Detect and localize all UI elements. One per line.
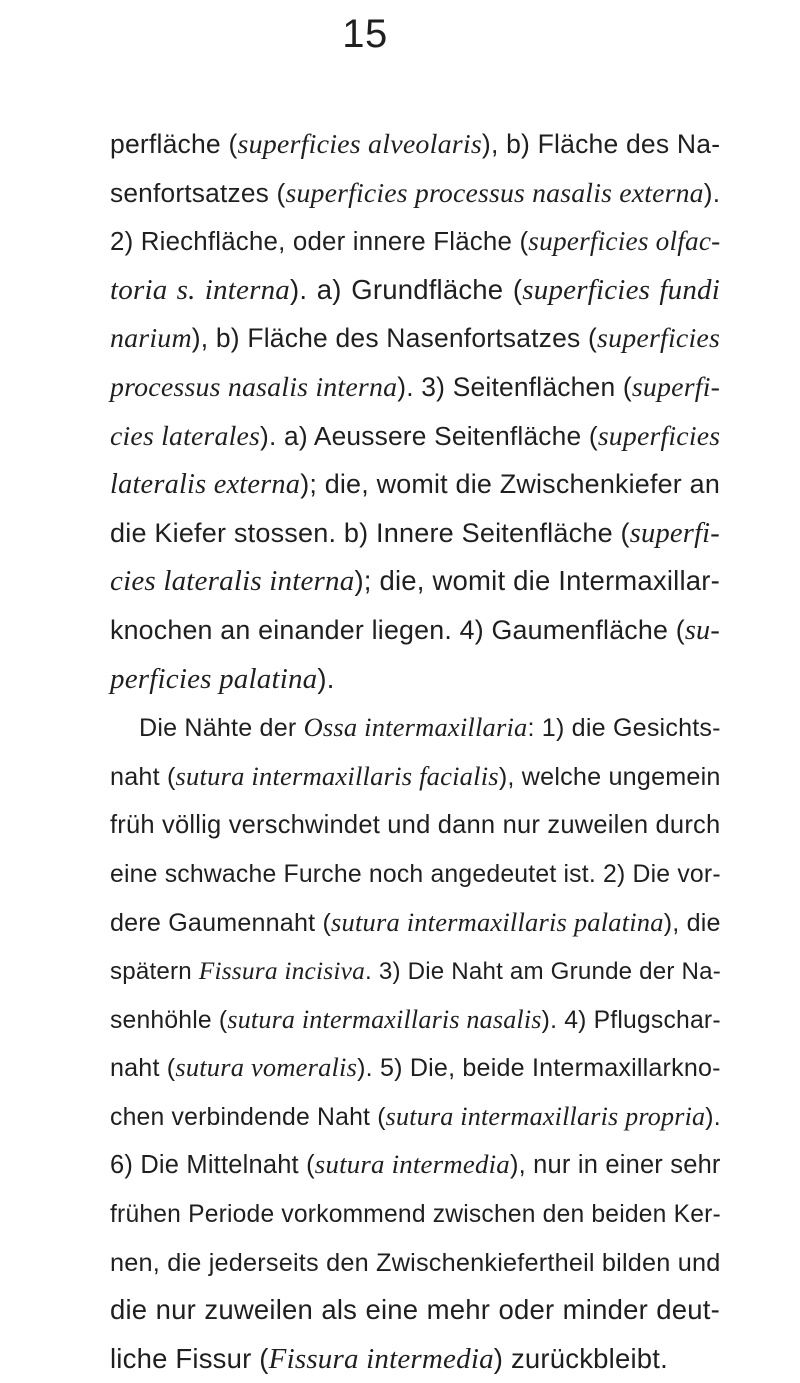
- text-line: [110, 606, 720, 655]
- latin-term: toria s. interna: [110, 273, 290, 306]
- text-segment: perfläche (: [110, 129, 238, 159]
- text-segment: eine schwache Furche noch angedeutet ist. 2) Die vor-: [110, 860, 721, 888]
- text-line: [110, 1092, 720, 1141]
- latin-term: sutura intermaxillaris palatina: [331, 906, 664, 937]
- text-segment: ), b) Fläche des Na-: [481, 129, 721, 159]
- text-segment: chen verbindende Naht (: [110, 1103, 386, 1131]
- page-number: 15: [342, 12, 388, 56]
- text-line: [110, 1335, 720, 1383]
- text-segment: 2) Riechfläche, oder innere Fläche (: [110, 228, 529, 257]
- latin-term: perficies palatina: [110, 662, 318, 695]
- latin-term: sutura intermedia: [314, 1149, 510, 1180]
- text-segment: ).: [705, 1103, 721, 1131]
- text-line: [110, 363, 720, 412]
- text-line: [110, 655, 720, 704]
- text-line: [110, 266, 720, 315]
- text-segment: ). 3) Seitenflächen (: [397, 371, 632, 402]
- text-line: [110, 509, 720, 558]
- text-line: [110, 557, 720, 606]
- text-line: [110, 1238, 720, 1287]
- latin-term: superficies processus nasalis externa: [285, 176, 704, 208]
- latin-term: superficies alveolaris: [237, 129, 482, 160]
- text-line: [110, 1043, 720, 1092]
- latin-term: cies laterales: [110, 420, 260, 452]
- latin-term: superficies fundi: [522, 273, 720, 306]
- text-segment: ), welche ungemein: [498, 762, 721, 791]
- latin-term: Fissura intermedia: [268, 1342, 494, 1375]
- text-segment: die Kiefer stossen. b) Innere Seitenfläche (: [110, 517, 630, 548]
- latin-term: processus nasalis interna: [110, 371, 398, 403]
- text-line: [110, 120, 720, 169]
- text-line: [110, 314, 720, 363]
- text-line: [110, 1189, 720, 1238]
- text-segment: ), die: [663, 908, 721, 937]
- text-segment: ).: [317, 662, 335, 694]
- latin-term: sutura intermaxillaris nasalis: [227, 1004, 542, 1034]
- latin-term: narium: [110, 323, 192, 355]
- text-line: [110, 1286, 720, 1335]
- text-line: [110, 412, 720, 461]
- text-segment: ), nur in einer sehr: [509, 1151, 721, 1180]
- latin-term: Fissura incisiva: [198, 956, 366, 986]
- text-segment: ). a) Grundfläche (: [289, 273, 523, 305]
- latin-term: lateralis externa: [110, 469, 301, 501]
- latin-term: superficies olfac-: [528, 226, 721, 257]
- text-line: [110, 1140, 720, 1189]
- text-segment: ). 5) Die, beide Intermaxillarkno-: [357, 1054, 721, 1083]
- latin-term: superficies: [597, 323, 721, 355]
- text-line: [110, 752, 720, 801]
- text-segment: ). 4) Pflugschar-: [541, 1006, 721, 1034]
- text-segment: ); die, womit die Zwischenkiefer an: [300, 469, 720, 500]
- text-line: [110, 169, 720, 218]
- text-segment: . 3) Die Naht am Grunde der Na-: [365, 958, 721, 986]
- text-segment: die nur zuweilen als eine mehr oder minder deut-: [110, 1294, 720, 1326]
- text-segment: spätern: [110, 958, 199, 986]
- text-line: [110, 460, 720, 509]
- text-segment: naht (: [110, 762, 176, 791]
- latin-term: sutura vomeralis: [175, 1052, 358, 1083]
- text-segment: liche Fissur (: [110, 1342, 269, 1374]
- text-line: [110, 703, 720, 752]
- text-line: [110, 995, 720, 1044]
- text-segment: früh völlig verschwindet und dann nur zuweilen durch: [110, 811, 721, 840]
- latin-term: superfi-: [629, 517, 720, 549]
- text-segment: senhöhle (: [110, 1006, 228, 1034]
- text-segment: nen, die jederseits den Zwischenkiefertheil bilden und: [110, 1248, 721, 1277]
- latin-term: superficies: [597, 420, 721, 452]
- text-segment: ); die, womit die Intermaxillar-: [354, 565, 720, 597]
- text-line: [110, 946, 720, 995]
- latin-term: cies lateralis interna: [110, 565, 355, 598]
- text-segment: ) zurückbleibt.: [493, 1342, 668, 1374]
- text-segment: : 1) die Gesichts-: [527, 714, 721, 743]
- text-segment: 6) Die Mittelnaht (: [110, 1151, 315, 1180]
- text-line: [110, 898, 720, 947]
- text-segment: senfortsatzes (: [110, 177, 286, 208]
- text-segment: dere Gaumennaht (: [110, 908, 332, 937]
- text-line: [110, 217, 720, 266]
- latin-term: Ossa intermaxillaria: [303, 712, 528, 743]
- text-segment: ).: [703, 177, 721, 208]
- text-segment: ). a) Aeussere Seitenfläche (: [260, 420, 598, 451]
- text-line: [110, 800, 720, 849]
- text-segment: ), b) Fläche des Nasenfortsatzes (: [191, 323, 598, 354]
- latin-term: su-: [684, 614, 720, 646]
- latin-term: superfi-: [631, 371, 721, 403]
- latin-term: sutura intermaxillaris propria: [385, 1101, 706, 1131]
- text-segment: naht (: [110, 1054, 176, 1083]
- text-segment: knochen an einander liegen. 4) Gaumenfläche (: [110, 614, 685, 645]
- latin-term: sutura intermaxillaris facialis: [175, 760, 499, 791]
- body-text: [110, 120, 720, 1383]
- text-segment: frühen Periode vorkommend zwischen den beiden Ker-: [110, 1201, 721, 1229]
- text-segment: Die Nähte der: [139, 714, 304, 743]
- text-line: [110, 849, 720, 898]
